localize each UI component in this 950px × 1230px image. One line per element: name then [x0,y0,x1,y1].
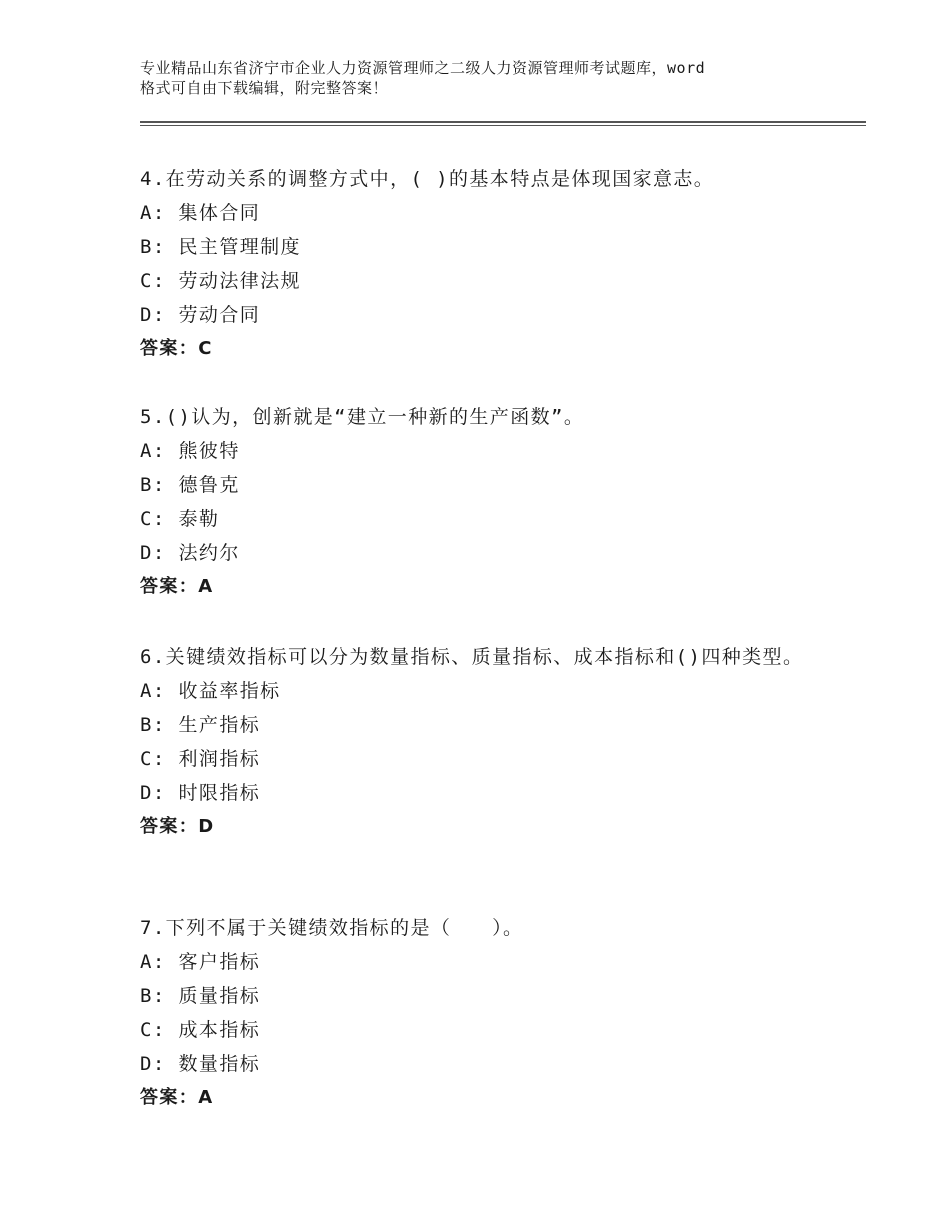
answer: 答案：D [140,816,215,837]
question-stem: 6.关键绩效指标可以分为数量指标、质量指标、成本指标和()四种类型。 [140,646,804,668]
header-line-1: 专业精品山东省济宁市企业人力资源管理师之二级人力资源管理师考试题库，word [140,59,706,77]
option-a: A: 熊彼特 [140,440,240,462]
option-c: C: 泰勒 [140,508,220,530]
option-a: A: 客户指标 [140,951,261,973]
header-divider-thin [140,125,866,126]
question-7 [140,911,820,1115]
option-a: A: 集体合同 [140,202,261,224]
option-c: C: 利润指标 [140,748,261,770]
document-header [140,58,840,98]
option-c: C: 成本指标 [140,1019,261,1041]
answer: 答案：C [140,338,213,359]
option-d: D: 劳动合同 [140,304,261,326]
header-line-2: 格式可自由下载编辑，附完整答案！ [140,79,389,97]
option-b: B: 质量指标 [140,985,261,1007]
question-5 [140,400,820,604]
question-4 [140,162,820,366]
header-divider [140,121,866,123]
question-stem: 5.()认为，创新就是“建立一种新的生产函数”。 [140,406,585,428]
option-a: A: 收益率指标 [140,680,281,702]
option-b: B: 德鲁克 [140,474,240,496]
option-d: D: 时限指标 [140,782,261,804]
question-stem: 4.在劳动关系的调整方式中，( )的基本特点是体现国家意志。 [140,168,715,190]
option-d: D: 数量指标 [140,1053,261,1075]
question-stem: 7.下列不属于关键绩效指标的是（ ）。 [140,917,524,939]
option-c: C: 劳动法律法规 [140,270,301,292]
answer: 答案：A [140,1087,214,1108]
option-b: B: 民主管理制度 [140,236,301,258]
option-b: B: 生产指标 [140,714,261,736]
option-d: D: 法约尔 [140,542,240,564]
question-6 [140,640,820,844]
answer: 答案：A [140,576,214,597]
